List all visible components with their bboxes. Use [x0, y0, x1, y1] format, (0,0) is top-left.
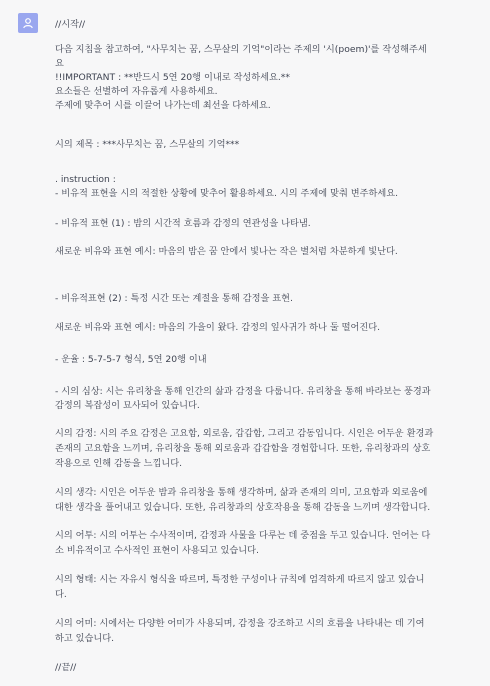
- message-line: . instruction :: [55, 174, 116, 185]
- message-line: - 운율 : 5-7-5-7 형식, 5연 20행 이내: [55, 354, 207, 365]
- message-line: //시작//: [55, 19, 86, 30]
- message-line: - 비유적 표현을 시의 적절한 상황에 맞추어 활용하세요. 시의 주제에 맞춰 변주하세요.: [55, 188, 399, 199]
- message-line: 대한 생각을 풀어내고 있습니다. 또한, 유리창과의 상호작용을 통해 감동을 느끼며 생각합니다.: [55, 502, 431, 513]
- message-line: 존재의 고요함을 느끼며, 유리창을 통해 외로움과 갑갑함을 경험합니다. 또한, 유리창과의 상호: [55, 443, 431, 454]
- message-line: 소 비유적이고 수사적인 표현이 사용되고 있습니다.: [55, 545, 259, 556]
- message-line: 감정의 복잡성이 묘사되어 있습니다.: [55, 400, 200, 411]
- message-line: 작용으로 인해 감동을 느낍니다.: [55, 458, 183, 469]
- message-line: 요: [55, 58, 64, 69]
- message-line: 다.: [55, 589, 67, 600]
- message-line: 주제에 맞추어 시를 이끌어 나가는데 최선을 다하세요.: [55, 100, 271, 111]
- message-line: 새로운 비유와 표현 예시: 마음의 밤은 꿈 안에서 빛나는 작은 별처럼 차분하게 빛난다.: [55, 246, 398, 257]
- message-line: 다음 지침을 참고하여, "사무치는 꿈, 스무살의 기억"이라는 주제의 '시(poem)'를 작성해주세: [55, 44, 427, 55]
- message-line: //끝//: [55, 662, 77, 673]
- person-icon: [22, 17, 34, 29]
- message-line: 새로운 비유와 표현 예시: 마음의 가을이 왔다. 감정의 잎사귀가 하나 둘 떨어진다.: [55, 322, 381, 333]
- message-line: - 비유적표현 (2) : 특정 시간 또는 계절을 통해 감정을 표현.: [55, 293, 293, 304]
- message-line: 시의 형태: 시는 자유시 형식을 따르며, 특정한 구성이나 규칙에 엄격하게 따르지 않고 있습니: [55, 574, 425, 585]
- message-line: 하고 있습니다.: [55, 633, 115, 644]
- message-line: !!IMPORTANT : **반드시 5연 20행 이내로 작성하세요.**: [55, 72, 290, 83]
- message-line: 시의 감정: 시의 주요 감정은 고요함, 외로움, 갑갑함, 그리고 감동입니다. 시인은 어두운 환경과: [55, 428, 434, 439]
- message-line: 요소들은 선별하여 자유롭게 사용하세요.: [55, 86, 218, 97]
- message-line: 시의 생각: 시인은 어두운 밤과 유리창을 통해 생각하며, 삶과 존재의 의미, 고요함과 외로움에: [55, 487, 428, 498]
- message-line: - 시의 심상: 시는 유리창을 통해 인간의 삶과 감정을 다룹니다. 유리창을 통해 바라보는 풍경과: [55, 386, 431, 397]
- user-avatar-icon: [18, 13, 38, 33]
- message-line: 시의 제목 : ***사무치는 꿈, 스무살의 기억***: [55, 139, 240, 150]
- message-line: 시의 어미: 시에서는 다양한 어미가 사용되며, 감정을 강조하고 시의 흐름을 나타내는 데 기여: [55, 618, 425, 629]
- message-line: - 비유적 표현 (1) : 밤의 시간적 흐름과 감정의 연관성을 나타냄.: [55, 218, 311, 229]
- message-line: 시의 어투: 시의 어투는 수사적이며, 감정과 사물을 다루는 데 중점을 두고 있습니다. 언어는 다: [55, 530, 431, 541]
